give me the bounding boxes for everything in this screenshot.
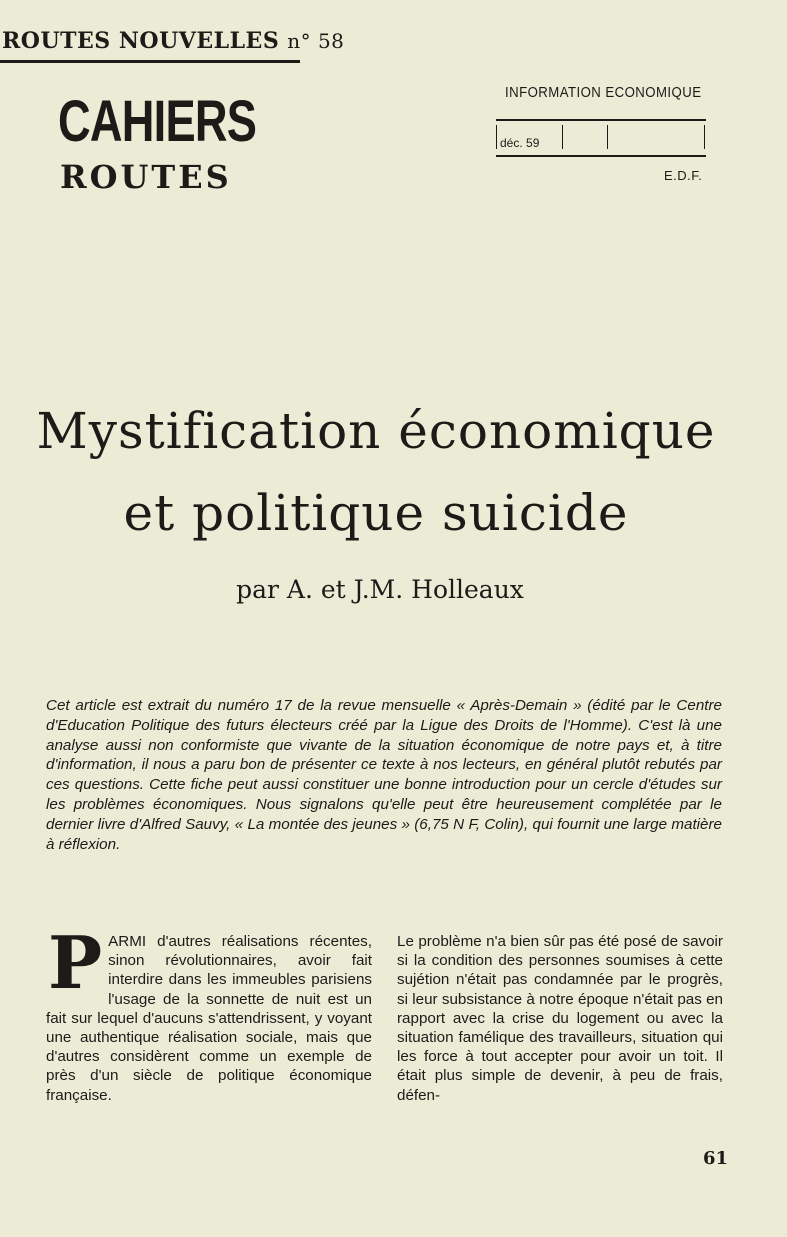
info-date: déc. 59 — [500, 136, 540, 150]
article-intro: Cet article est extrait du numéro 17 de la revue mensuelle « Après-Demain » (édité par le Centre d'Education Politique des futurs électeurs créé par la Ligue des Droits de l'Homme). C'est là une analyse aussi non conformiste que vivante de la situation économique de notre pays et, à titre d'information, il nous a paru bon de présenter ce texte à nos lecteurs, en général plutôt rebutés par ces questions. Cette fiche peut aussi constituer une bonne introduction pour un cercle d'études sur les problèmes économiques. Nous signalons qu'elle peut être heureusement complétée par le dernier livre d'Alfred Sauvy, « La montée des jeunes » (6,75 N F, Colin), qui fournit une large matière à réflexion. — [46, 697, 722, 853]
info-box-divider — [607, 125, 608, 149]
info-box-divider — [496, 125, 497, 149]
info-label: INFORMATION ECONOMIQUE — [505, 84, 702, 101]
title-line-1: Mystification économique — [36, 402, 716, 460]
issue-number: n° 58 — [287, 29, 345, 53]
logo-routes: ROUTES — [60, 158, 232, 196]
info-box-divider — [704, 125, 705, 149]
journal-name: ROUTES NOUVELLES — [2, 28, 280, 54]
drop-cap: P — [48, 920, 103, 1005]
masthead-rule — [0, 60, 300, 63]
info-box-divider — [562, 125, 563, 149]
column-left — [46, 920, 372, 1105]
masthead-title — [2, 28, 344, 54]
column-right: Le problème n'a bien sûr pas été posé de savoir si la condition des personnes soumises à cette sujétion n'était pas condamnée par le progrès, si leur subsistance à notre époque n'était pas en rapport avec la crise du logement ou avec la situation famélique des travailleurs, situation qui les force à tout accepter pour avoir un toit. Il était plus simple de devenir, à peu de frais, défen- — [397, 933, 723, 1104]
page-number: 61 — [703, 1148, 729, 1169]
logo-cahiers: CAHIERS — [58, 89, 257, 154]
article-byline: par A. et J.M. Holleaux — [236, 575, 524, 604]
column-left-text: ARMI d'autres réalisations récentes, sinon révolutionnaires, avoir fait interdire dans les immeubles parisiens l'usage de la sonnette de nuit est un fait sur lequel d'aucuns s'attendrissent, y voyant une authentique réalisation sociale, mais que d'autres considèrent comme un exemple de près d'un siècle de politique économique française. — [46, 933, 372, 1104]
info-source: E.D.F. — [664, 168, 703, 183]
title-line-2: et politique suicide — [123, 484, 629, 542]
article-title — [0, 390, 752, 554]
